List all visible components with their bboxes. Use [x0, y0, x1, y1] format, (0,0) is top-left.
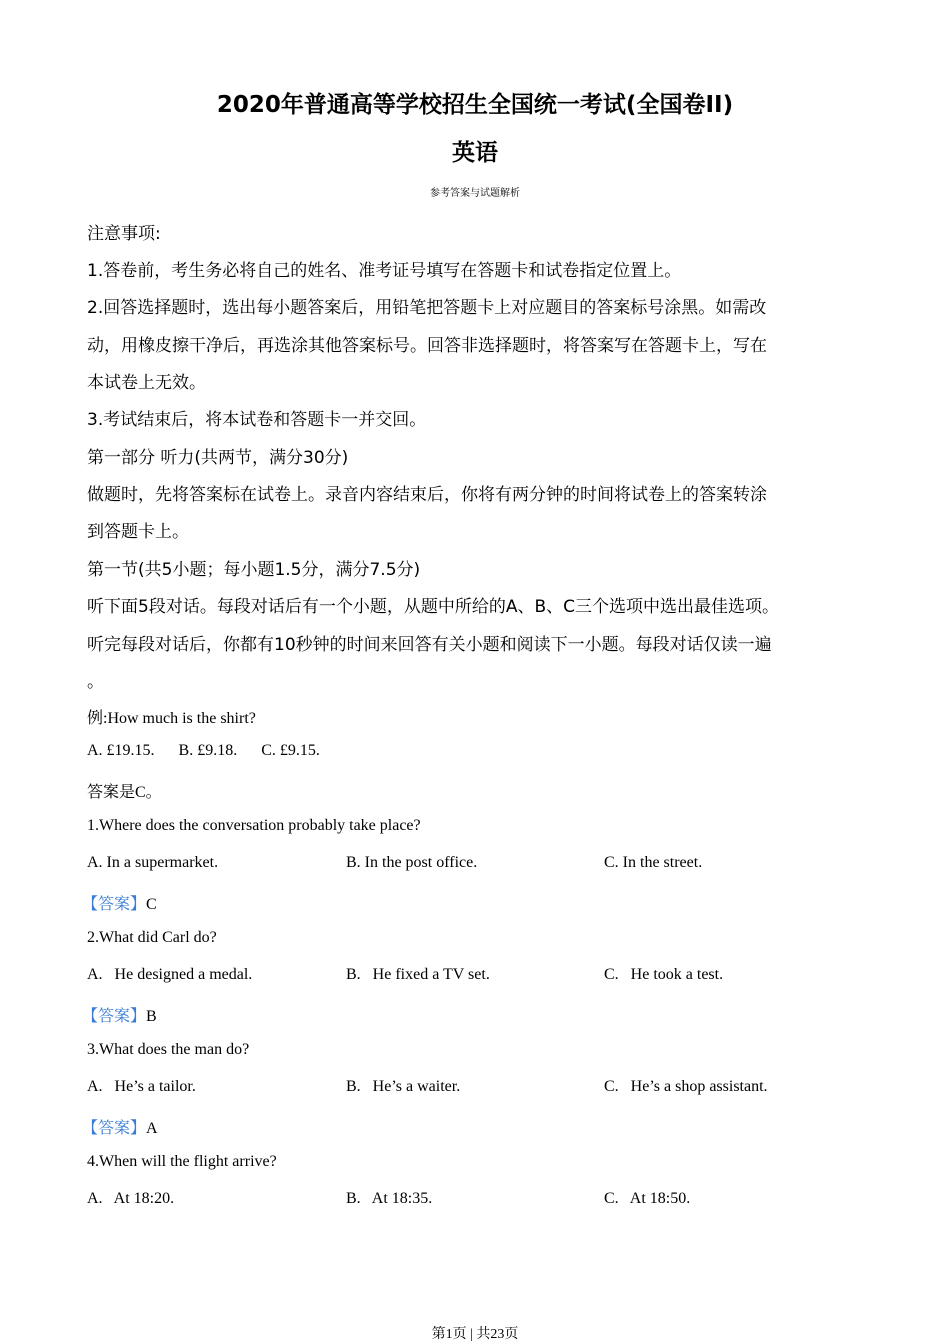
part1-heading: 第一部分 听力(共两节，满分30分)	[87, 448, 349, 468]
subject-title: 英语	[452, 140, 498, 166]
question-1: 1.Where does the conversation probably take place?	[87, 817, 421, 834]
instructions-heading: 注意事项:	[87, 224, 161, 244]
instruction-item-3: 3.考试结束后，将本试卷和答题卡一并交回。	[87, 410, 427, 430]
part1-desc-line-2: 到答题卡上。	[87, 522, 189, 542]
question-3-option-c: C. He’s a shop assistant.	[604, 1078, 768, 1095]
question-1-option-c: C. In the street.	[604, 854, 703, 871]
question-4: 4.When will the flight arrive?	[87, 1153, 277, 1170]
question-4-option-c: C. At 18:50.	[604, 1190, 691, 1207]
example-options: A. £19.15. B. £9.18. C. £9.15.	[87, 742, 320, 759]
question-3-option-a: A. He’s a tailor.	[87, 1078, 196, 1095]
question-4-option-a: A. At 18:20.	[87, 1190, 175, 1207]
instruction-item-2-line-1: 2.回答选择题时，选出每小题答案后，用铅笔把答题卡上对应题目的答案标号涂黑。如需改	[87, 298, 767, 318]
question-2: 2.What did Carl do?	[87, 929, 217, 946]
question-2-answer-line	[82, 1003, 157, 1026]
question-2-option-c: C. He took a test.	[604, 966, 724, 983]
answer-tag: 【答案】	[82, 1006, 147, 1025]
question-1-answer: C	[146, 896, 157, 913]
question-3-answer: A	[146, 1120, 158, 1137]
section1-desc-line-3: 。	[87, 672, 104, 692]
document-subtitle: 参考答案与试题解析	[430, 188, 520, 199]
question-2-option-b: B. He fixed a TV set.	[346, 966, 490, 983]
instruction-item-2-line-2: 动，用橡皮擦干净后，再选涂其他答案标号。回答非选择题时，将答案写在答题卡上，写在	[87, 336, 767, 356]
question-3-option-b: B. He’s a waiter.	[346, 1078, 461, 1095]
page-number: 第1页 | 共23页	[431, 1327, 519, 1342]
section1-desc-line-1: 听下面5段对话。每段对话后有一个小题，从题中所给的A、B、C三个选项中选出最佳选项。	[87, 597, 779, 617]
document-title: 2020年普通高等学校招生全国统一考试(全国卷II)	[216, 92, 734, 118]
instruction-item-1: 1.答卷前，考生务必将自己的姓名、准考证号填写在答题卡和试卷指定位置上。	[87, 261, 682, 281]
part1-desc-line-1: 做题时，先将答案标在试卷上。录音内容结束后，你将有两分钟的时间将试卷上的答案转涂	[87, 485, 767, 505]
instruction-item-2-line-3: 本试卷上无效。	[87, 373, 206, 393]
answer-tag: 【答案】	[82, 894, 147, 913]
question-3: 3.What does the man do?	[87, 1041, 250, 1058]
question-1-option-b: B. In the post office.	[346, 854, 478, 871]
example-answer: 答案是C。	[87, 784, 162, 801]
section1-heading: 第一节(共5小题；每小题1.5分，满分7.5分)	[87, 560, 421, 580]
section1-desc-line-2: 听完每段对话后，你都有10秒钟的时间来回答有关小题和阅读下一小题。每段对话仅读一遍	[87, 635, 772, 655]
question-3-answer-line	[82, 1115, 158, 1138]
question-1-answer-line	[82, 891, 157, 914]
example-question: 例:How much is the shirt?	[87, 710, 256, 727]
question-2-answer: B	[146, 1008, 157, 1025]
question-2-option-a: A. He designed a medal.	[87, 966, 253, 983]
answer-tag: 【答案】	[82, 1118, 147, 1137]
question-1-option-a: A. In a supermarket.	[87, 854, 219, 871]
question-4-option-b: B. At 18:35.	[346, 1190, 433, 1207]
